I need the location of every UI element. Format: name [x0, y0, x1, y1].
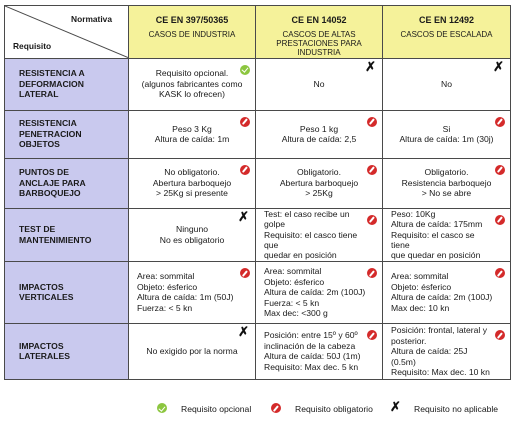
- check-circle-icon: [240, 65, 250, 75]
- cell-text-line: Altura de caída: 2m (100J): [264, 287, 366, 298]
- cell-text-line: Requisito opcional.: [155, 68, 229, 79]
- comparison-table: [4, 5, 511, 380]
- standard-code: CE EN 12492: [418, 15, 475, 25]
- table-row: [5, 110, 511, 158]
- table-row: [5, 158, 511, 208]
- no-entry-circle-icon: [495, 117, 505, 127]
- cell-text-line: No es obligatorio: [159, 234, 225, 245]
- table-row: [5, 261, 511, 323]
- cell-text-line: No: [313, 78, 325, 89]
- requirement-cell: [129, 323, 256, 379]
- requirement-label: [5, 158, 129, 208]
- column-header-en14052: [256, 6, 383, 59]
- cell-text: [383, 271, 510, 313]
- standard-code: CE EN 397/50365: [155, 15, 229, 25]
- legend: [0, 397, 512, 419]
- cell-text-line: Max dec: <300 g: [264, 308, 328, 319]
- requirement-cell: [383, 110, 511, 158]
- no-entry-circle-icon: [240, 268, 250, 278]
- cross-mark-icon: ✗: [238, 208, 249, 224]
- cell-text-line: Objeto: ésferico: [137, 281, 198, 292]
- cell-text: [129, 124, 255, 145]
- cell-text-line: No obligatorio.: [164, 167, 220, 178]
- cell-text: [383, 209, 510, 261]
- requirement-label-line: TEST DE: [19, 224, 56, 235]
- cell-text-line: Obligatorio.: [424, 167, 469, 178]
- cell-text-line: Altura de caída: 2m (100J): [391, 292, 493, 303]
- cell-text-line: que quedar en posición: [391, 250, 481, 261]
- cell-text-line: Area: sommital: [264, 266, 322, 277]
- cell-text-line: Fuerza: < 5 kn: [264, 297, 320, 308]
- no-entry-circle-icon: [495, 268, 505, 278]
- cell-text-line: Resistencia barboquejo: [401, 177, 492, 188]
- cell-text-line: Obligatorio.: [297, 167, 341, 178]
- cell-text: [383, 167, 510, 198]
- requirement-label-line: DEFORMACION: [19, 78, 84, 89]
- cell-text-line: Posición: entre 15º y 60º: [264, 330, 358, 341]
- cell-text-line: Altura de caída: 175mm: [391, 219, 483, 230]
- standard-subtitle: CASCOS DE ESCALADA: [400, 29, 493, 39]
- no-entry-circle-icon: [367, 117, 377, 127]
- no-entry-circle-icon: [271, 403, 281, 413]
- cell-text: [256, 330, 382, 372]
- cell-text-line: Test: el caso recibe un golpe: [264, 208, 350, 230]
- legend-label: Requisito opcional: [181, 404, 252, 414]
- requirement-cell: [383, 208, 511, 261]
- cell-text-line: Altura de caída: 25J (0.5m): [391, 346, 468, 367]
- table-row: [5, 58, 511, 110]
- cell-text-line: Altura de caída: 1m: [154, 134, 230, 145]
- cell-text-line: Area: sommital: [137, 271, 195, 282]
- cell-text: [256, 167, 382, 198]
- cell-text: [256, 124, 382, 145]
- requirement-label: [5, 110, 129, 158]
- requirement-cell: [383, 323, 511, 379]
- requirement-cell: [256, 323, 383, 379]
- cell-text-line: > 25Kg si presente: [156, 188, 228, 199]
- cross-mark-icon: ✗: [493, 58, 504, 74]
- cell-text-line: Area: sommital: [391, 271, 449, 282]
- cell-text: [129, 224, 255, 245]
- cell-text-line: (algunos fabricantes como: [141, 78, 243, 89]
- requirement-cell: [129, 261, 256, 323]
- requirement-cell: [383, 261, 511, 323]
- cell-text-line: Abertura barboquejo: [279, 177, 359, 188]
- no-entry-circle-icon: [240, 165, 250, 175]
- requirement-cell: [383, 58, 511, 110]
- table-row: [5, 323, 511, 379]
- no-entry-circle-icon: [495, 215, 505, 225]
- requirement-label-line: IMPACTOS: [19, 281, 64, 292]
- requirement-cell: [129, 58, 256, 110]
- cell-text-line: Peso 1 kg: [299, 123, 339, 134]
- cell-text: [383, 124, 510, 145]
- cell-text-line: > No se abre: [421, 188, 472, 199]
- cross-mark-icon: ✗: [390, 399, 401, 414]
- cell-text-line: Altura de caída: 1m (50J): [137, 292, 234, 303]
- requirement-cell: [383, 158, 511, 208]
- no-entry-circle-icon: [367, 165, 377, 175]
- requirement-label: [5, 261, 129, 323]
- requirement-label-line: LATERAL: [19, 89, 59, 100]
- requirement-cell: [129, 110, 256, 158]
- table-row: [5, 208, 511, 261]
- no-entry-circle-icon: [367, 330, 377, 340]
- standard-subtitle: CASOS DE INDUSTRIA: [148, 29, 236, 39]
- requirement-cell: [129, 208, 256, 261]
- cell-text: [256, 209, 382, 261]
- cell-text-line: Ninguno: [175, 224, 208, 235]
- no-entry-circle-icon: [367, 215, 377, 225]
- corner-label-requisito: Requisito: [13, 41, 52, 52]
- cell-text-line: Si: [442, 123, 451, 134]
- cell-text: [129, 167, 255, 198]
- cell-text-line: Posición: frontal, lateral y: [391, 325, 488, 336]
- cell-text-line: Altura de caída: 50J (1m): [264, 351, 361, 362]
- cell-text: [383, 79, 510, 89]
- legend-label: Requisito obligatorio: [295, 404, 373, 414]
- requirement-label-line: MANTENIMIENTO: [19, 234, 92, 245]
- cell-text-line: Altura de caída: 1m (30j): [399, 134, 494, 145]
- cell-text-line: Objeto: ésferico: [264, 276, 325, 287]
- column-header-en12492: [383, 6, 511, 59]
- requirement-label-line: LATERALES: [19, 351, 70, 362]
- no-entry-circle-icon: [240, 117, 250, 127]
- requirement-label-line: PENETRACION: [19, 128, 82, 139]
- requirement-cell: [256, 208, 383, 261]
- cell-text-line: posterior.: [391, 335, 427, 346]
- column-header-en397: [129, 6, 256, 59]
- cell-text: [383, 325, 510, 377]
- cross-mark-icon: ✗: [365, 58, 376, 74]
- header-row: [5, 6, 511, 59]
- cell-text-line: Requisito: Max dec. 10 kn: [391, 367, 490, 378]
- cell-text-line: No exigido por la norma: [146, 346, 238, 357]
- requirement-label-line: VERTICALES: [19, 292, 74, 303]
- no-entry-circle-icon: [495, 165, 505, 175]
- requirement-cell: [256, 110, 383, 158]
- cell-text-line: No: [441, 78, 452, 89]
- requirement-label-line: BARBOQUEJO: [19, 188, 81, 199]
- cell-text-line: Requisito: el casco se tiene: [391, 229, 475, 250]
- legend-label: Requisito no aplicable: [414, 404, 499, 414]
- cell-text: [129, 68, 255, 99]
- cell-text-line: Peso 3 Kg: [172, 123, 212, 134]
- cell-text: [256, 79, 382, 89]
- cell-text-line: > 25Kg: [305, 188, 333, 199]
- standard-subtitle: CASCOS DE ALTAS PRESTACIONES PARA INDUSTRIA: [276, 29, 362, 58]
- requirement-label-line: RESISTENCIA: [19, 118, 77, 129]
- cell-text: [129, 271, 255, 313]
- requirement-cell: [129, 158, 256, 208]
- no-entry-circle-icon: [495, 330, 505, 340]
- requirement-label: [5, 323, 129, 379]
- no-entry-circle-icon: [367, 268, 377, 278]
- requirement-label-line: PUNTOS DE: [19, 167, 69, 178]
- requirement-label-line: ANCLAJE PARA: [19, 177, 86, 188]
- requirement-cell: [256, 158, 383, 208]
- cell-text-line: Altura de caída: 2,5: [281, 134, 357, 145]
- requirement-label-line: OBJETOS: [19, 139, 60, 150]
- cell-text-line: Objeto: ésferico: [391, 281, 452, 292]
- requirement-label-line: RESISTENCIA A: [19, 68, 85, 79]
- cell-text-line: Max dec: 10 kn: [391, 302, 450, 313]
- cell-text-line: KASK lo ofrecen): [159, 89, 225, 100]
- cell-text-line: Peso: 10Kg: [391, 208, 436, 219]
- requirement-cell: [256, 261, 383, 323]
- requirement-cell: [256, 58, 383, 110]
- requirement-label-line: IMPACTOS: [19, 340, 64, 351]
- header-corner: [5, 6, 129, 59]
- check-circle-icon: [157, 403, 167, 413]
- standard-code: CE EN 14052: [291, 15, 347, 25]
- corner-label-normativa: Normativa: [71, 14, 112, 24]
- cell-text-line: Requisito: el casco tiene que: [264, 229, 358, 250]
- cell-text-line: Abertura barboquejo: [152, 177, 232, 188]
- cell-text: [256, 266, 382, 318]
- requirement-label: [5, 208, 129, 261]
- requirement-label: [5, 58, 129, 110]
- cell-text: [129, 346, 255, 356]
- cell-text-line: Requisito: Max dec. 5 kn: [264, 361, 359, 372]
- cell-text-line: quedar en posición: [264, 250, 337, 261]
- cell-text-line: Fuerza: < 5 kn: [137, 302, 193, 313]
- cell-text-line: inclinación de la cabeza: [264, 340, 356, 351]
- cross-mark-icon: ✗: [238, 323, 249, 339]
